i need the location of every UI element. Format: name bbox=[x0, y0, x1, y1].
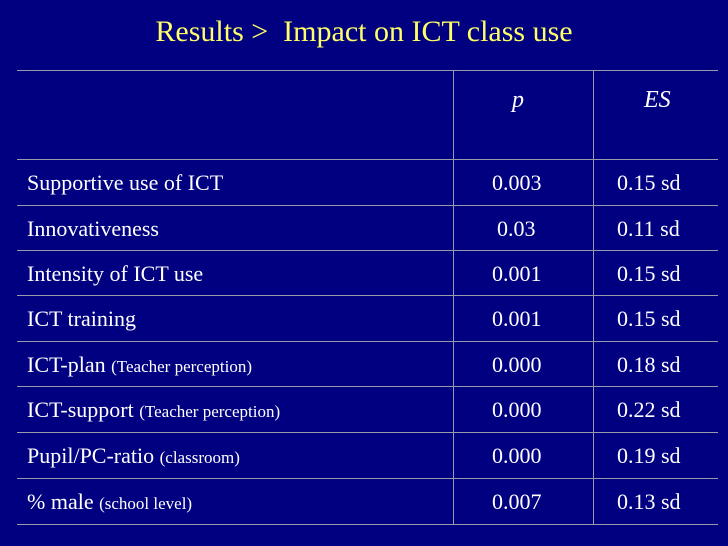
row-es-value: 0.15 sd bbox=[617, 261, 681, 286]
row-p-value: 0.001 bbox=[492, 261, 542, 286]
header-es: ES bbox=[644, 87, 671, 113]
row-p-value: 0.000 bbox=[492, 443, 542, 468]
row-p-value: 0.000 bbox=[492, 352, 542, 377]
row-label: ICT-support (Teacher perception) bbox=[27, 397, 281, 422]
table-row bbox=[17, 296, 718, 342]
row-label: Intensity of ICT use bbox=[27, 261, 204, 286]
row-es-value: 0.13 sd bbox=[617, 489, 681, 514]
table-row bbox=[17, 206, 718, 251]
table-row bbox=[17, 479, 718, 525]
row-p-value: 0.03 bbox=[497, 216, 536, 241]
results-table bbox=[17, 70, 718, 524]
row-es-value: 0.22 sd bbox=[617, 397, 681, 422]
row-es-value: 0.18 sd bbox=[617, 352, 681, 377]
header-p: p bbox=[512, 87, 524, 113]
table-row bbox=[17, 160, 718, 206]
slide-title: Results > Impact on ICT class use bbox=[155, 15, 573, 48]
row-p-value: 0.007 bbox=[492, 489, 542, 514]
row-label: Innovativeness bbox=[27, 216, 159, 241]
header-row bbox=[17, 71, 718, 160]
table-row bbox=[17, 387, 718, 433]
table-row bbox=[17, 342, 718, 387]
row-label: Pupil/PC-ratio (classroom) bbox=[27, 443, 240, 468]
row-p-value: 0.003 bbox=[492, 170, 542, 195]
row-label: ICT-plan (Teacher perception) bbox=[27, 352, 252, 377]
row-label: Supportive use of ICT bbox=[27, 170, 224, 195]
row-label: % male (school level) bbox=[27, 489, 193, 514]
row-es-value: 0.15 sd bbox=[617, 170, 681, 195]
row-label: ICT training bbox=[27, 306, 136, 331]
row-p-value: 0.001 bbox=[492, 306, 542, 331]
row-p-value: 0.000 bbox=[492, 397, 542, 422]
table-row bbox=[17, 251, 718, 296]
row-es-value: 0.11 sd bbox=[617, 216, 680, 241]
row-es-value: 0.19 sd bbox=[617, 443, 681, 468]
row-es-value: 0.15 sd bbox=[617, 306, 681, 331]
table-row bbox=[17, 433, 718, 479]
